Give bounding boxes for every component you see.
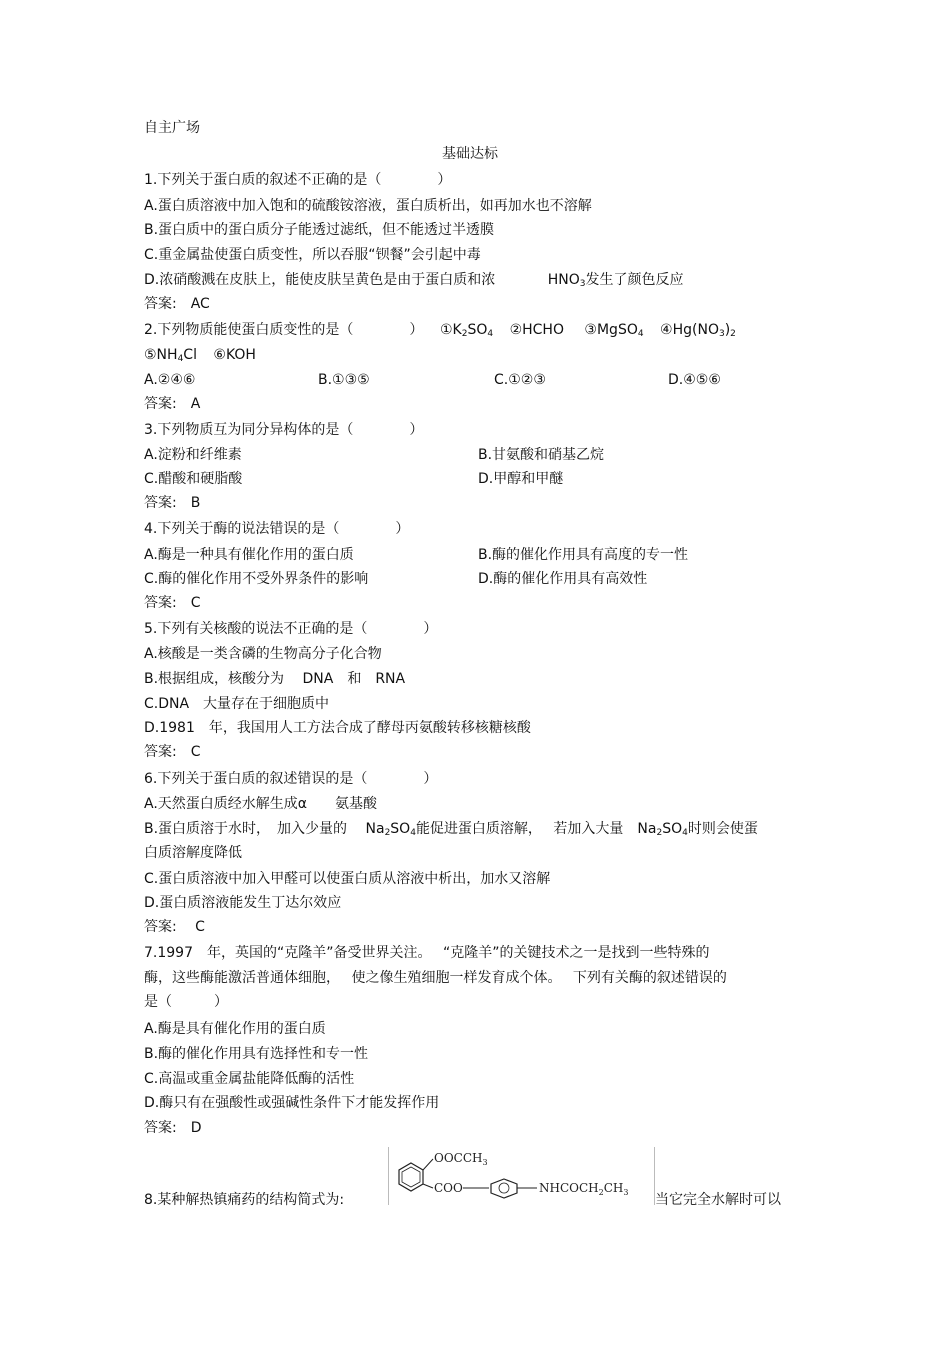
q2-s4: $④Hg(NO_3)_2$ [660,322,736,339]
q4-answer: 答案: C [144,595,201,611]
q2-option-c: C.①②③ [494,372,546,388]
q6-stem: 6.下列关于蛋白质的叙述错误的是（ ） [144,771,438,787]
q7-option-a: A.酶是具有催化作用的蛋白质 [144,1021,326,1037]
q2-s1: $①K_2SO_4$ [440,322,494,339]
section-title: 自主广场 [144,120,200,136]
q6-option-a: A.天然蛋白质经水解生成α 氨基酸 [144,796,378,812]
heading: 基础达标 [442,146,498,162]
q2-stem: 2.下列物质能使蛋白质变性的是（ ） [144,322,424,338]
q7-stem-line2: 酶，这些酶能激活普通体细胞， 使之像生殖细胞一样发育成个体。 下列有关酶的叙述错误的 [144,970,727,986]
q1-option-b: B.蛋白质中的蛋白质分子能透过滤纸，但不能透过半透膜 [144,222,495,238]
q6-option-d: D.蛋白质溶液能发生丁达尔效应 [144,895,342,911]
q1-option-d-formula: $HNO_3$ [547,272,586,289]
q8-stem: 8.某种解热镇痛药的结构简式为: [144,1192,345,1208]
q3-option-c: C.醋酸和硬脂酸 [144,471,243,487]
q2-s3: ③MgSO$_4$ [584,322,644,339]
struct-ester-group: COO [434,1181,463,1195]
benzene-ring-2 [491,1179,517,1198]
q8-stem-tail: 当它完全水解时可以 [655,1192,781,1208]
q4-stem: 4.下列关于酶的说法错误的是（ ） [144,521,410,537]
q5-option-a: A.核酸是一类含磷的生物高分子化合物 [144,646,382,662]
q7-option-c: C.高温或重金属盐能降低酶的活性 [144,1071,355,1087]
struct-top-group: $OOCCH_3$ [434,1151,488,1167]
q2-option-a: A.②④⑥ [144,372,196,388]
q3-option-d: D.甲醇和甲醚 [478,471,564,487]
q4-option-b: B.酶的催化作用具有高度的专一性 [478,547,689,563]
q2-s6: ⑥KOH [213,347,256,363]
q2-substances-line1 [440,321,736,343]
q7-stem-line3: 是（ ） [144,994,228,1010]
q5-stem: 5.下列有关核酸的说法不正确的是（ ） [144,621,438,637]
q5-option-b: B.根据组成，核酸分为 DNA 和 RNA [144,671,406,687]
q7-option-b: B.酶的催化作用具有选择性和专一性 [144,1046,369,1062]
q6-option-b: B.蛋白质溶于水时， 加入少量的 $Na_2SO_4$能促进蛋白质溶解， 若加入大量 $Na_2SO_4$时则会使蛋 [144,821,758,838]
q1-option-d [144,271,683,293]
structural-formula [388,1147,655,1205]
q7-answer: 答案: D [144,1120,202,1136]
q2-s5: $⑤NH_4Cl$ [144,347,197,364]
q6-option-b-cont: 白质溶解度降低 [144,845,242,861]
q1-option-d-tail: 发生了颜色反应 [585,272,684,288]
q1-option-c: C.重金属盐使蛋白质变性，所以吞服“钡餐”会引起中毒 [144,247,481,263]
q7-option-d: D.酶只有在强酸性或强碱性条件下才能发挥作用 [144,1095,440,1111]
q2-answer: 答案: A [144,396,201,412]
q7-stem-line1: 7.1997 年，英国的“克隆羊”备受世界关注。 “克隆羊”的关键技术之一是找到一些特殊的 [144,945,710,961]
q5-answer: 答案: C [144,744,201,760]
q4-option-d: D.酶的催化作用具有高效性 [478,571,648,587]
q2-s2: ②HCHO [509,322,564,338]
q2-option-b: B.①③⑤ [318,372,370,388]
q1-option-d-text: D.浓硝酸溅在皮肤上，能使皮肤呈黄色是由于蛋白质和浓 [144,272,496,288]
q5-option-c: C.DNA 大量存在于细胞质中 [144,696,330,712]
q3-option-b: B.甘氨酸和硝基乙烷 [478,447,605,463]
q2-option-d: D.④⑤⑥ [668,372,721,388]
q4-option-a: A.酶是一种具有催化作用的蛋白质 [144,547,354,563]
q1-option-a: A.蛋白质溶液中加入饱和的硫酸铵溶液，蛋白质析出，如再加水也不溶解 [144,198,592,214]
q5-option-d: D.1981 年，我国用人工方法合成了酵母丙氨酸转移核糖核酸 [144,720,531,736]
q4-option-c: C.酶的催化作用不受外界条件的影响 [144,571,369,587]
q6-option-c: C.蛋白质溶液中加入甲醛可以使蛋白质从溶液中析出，加水又溶解 [144,871,551,887]
q1-stem: 1.下列关于蛋白质的叙述不正确的是（ ） [144,172,452,188]
q6-answer: 答案: C [144,919,205,935]
q3-answer: 答案: B [144,495,201,511]
q2-substances-line2 [144,346,256,368]
q3-stem: 3.下列物质互为同分异构体的是（ ） [144,422,424,438]
struct-amide-group: $NHCOCH_2CH_3$ [539,1181,629,1197]
q1-answer: 答案: AC [144,296,210,312]
q3-option-a: A.淀粉和纤维素 [144,447,242,463]
